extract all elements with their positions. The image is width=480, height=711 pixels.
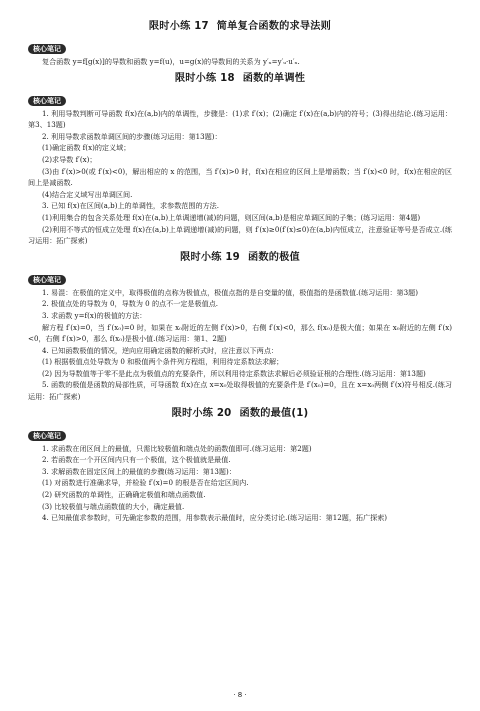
core-notes-badge: 核心笔记 bbox=[28, 275, 66, 285]
section-number: 限时小练 18 bbox=[174, 72, 235, 84]
note-line: (3)由 f′(x)>0(或 f′(x)<0)，解出相应的 x 的范围，当 f′(x)>0 时，f(x)在相应的区间上是增函数；当 f′(x)<0 时，f(x)在相应的区间上是减函数. bbox=[28, 166, 452, 188]
section-title-17 bbox=[28, 20, 452, 34]
note-line: 3. 求函数 y=f(x)的极值的方法： bbox=[42, 310, 147, 320]
note-line: (2)求导数 f′(x)； bbox=[42, 154, 97, 164]
section-heading: 函数的最值(1) bbox=[239, 407, 309, 419]
note-line: 3. 求解函数在固定区间上的最值的步骤(练习运用：第13题)： bbox=[42, 466, 236, 476]
note-line: (1) 根据极值点处导数为 0 和极值两个条件列方程组，利用待定系数法求解； bbox=[42, 357, 284, 367]
note-line: (2) 研究函数的单调性，正确确定极值和端点函数值. bbox=[42, 490, 206, 500]
section-title-18 bbox=[28, 72, 452, 86]
page-number: · 8 · bbox=[233, 691, 247, 699]
note-line: 1. 利用导数判断可导函数 f(x)在(a,b)内的单调性，步骤是：(1)求 f′(x)；(2)确定 f′(x)在(a,b)内的符号；(3)得出结论.(练习运用：第3、13题) bbox=[28, 108, 452, 130]
note-line: 2. 利用导数求函数单调区间的步骤(练习运用：第13题)： bbox=[42, 131, 222, 141]
section-title-20 bbox=[28, 407, 452, 421]
section-heading: 简单复合函数的求导法则 bbox=[216, 21, 332, 32]
note-line: (4)结合定义域写出单调区间. bbox=[42, 189, 133, 199]
section-title-19 bbox=[28, 251, 452, 265]
note-line: (2)利用不等式的恒成立处理 f(x)在(a,b)上单调递增(减)的问题，则 f′(x)≥0(f′(x)≤0)在(a,b)内恒成立，注意验证等号是否成立.(练习运用：拓广探索) bbox=[28, 224, 452, 246]
note-line: 1. 易混：在极值的定义中，取得极值的点称为极值点，极值点指的是自变量的值，极值指的是函数值.(练习运用：第3题) bbox=[42, 287, 419, 297]
core-notes-badge: 核心笔记 bbox=[28, 96, 66, 106]
note-line: (1)利用集合的包含关系处理 f(x)在(a,b)上单调递增(减)的问题，则区间(a,b)是相应单调区间的子集；(练习运用：第4题) bbox=[42, 212, 421, 222]
note-line: 2. 若函数在一个开区间内只有一个极值，这个极值就是最值. bbox=[42, 455, 231, 465]
note-line: 复合函数 y=f[g(x)]的导数和函数 y=f(u)，u=g(x)的导数间的关系为 y′ₓ=y′ᵤ·u′ₓ. bbox=[42, 57, 300, 66]
note-line: 1. 求函数在闭区间上的最值，只需比较极值和端点处的函数值即可.(练习运用：第2题) bbox=[42, 443, 312, 453]
note-line: (3) 比较极值与端点函数值的大小，确定最值. bbox=[42, 501, 185, 511]
note-line: (2) 因为导数值等于零不是此点为极值点的充要条件，所以利用待定系数法求解后必须验证根的合理性.(练习运用：第13题) bbox=[42, 368, 426, 378]
section-heading: 函数的极值 bbox=[247, 251, 300, 263]
section-number: 限时小练 19 bbox=[180, 251, 240, 263]
note-line: 4. 已知最值求参数时，可先确定参数的范围，用参数表示最值时，应分类讨论.(练习运用：第12题，拓广探索) bbox=[42, 513, 388, 523]
note-line: 3. 已知 f(x)在区间(a,b)上的单调性，求参数范围的方法. bbox=[42, 201, 220, 211]
note-line: 5. 函数的极值是函数的局部性质，可导函数 f(x)在点 x=x₀处取得极值的充要条件是 f′(x₀)=0，且在 x=x₀两侧 f′(x)符号相反.(练习运用：拓广探索) bbox=[28, 380, 452, 402]
section-number: 限时小练 20 bbox=[171, 407, 232, 419]
section-heading: 函数的单调性 bbox=[242, 72, 306, 84]
note-line: (1)确定函数 f(x)的定义域； bbox=[42, 143, 131, 153]
note-line: 2. 极值点处的导数为 0，导数为 0 的点不一定是极值点. bbox=[42, 299, 219, 309]
core-notes-badge: 核心笔记 bbox=[28, 44, 66, 54]
note-line: 解方程 f′(x)=0，当 f′(x₀)=0 时，如果在 x₀附近的左侧 f′(x)>0，右侧 f′(x)<0，那么 f(x₀)是极大值；如果在 x₀附近的左侧 f′(x)<0，右侧 f′(x)>0，那么 f(x₀)是极小值.(练习运用：第1、2题) bbox=[28, 322, 452, 344]
section-number: 限时小练 17 bbox=[148, 21, 209, 32]
note-line: (1) 对函数进行准确求导，并检验 f′(x)=0 的根是否在给定区间内. bbox=[42, 478, 249, 488]
note-line: 4. 已知函数极值的情况，逆向应用确定函数的解析式时，应注意以下两点： bbox=[42, 345, 279, 355]
core-notes-badge: 核心笔记 bbox=[28, 431, 66, 441]
